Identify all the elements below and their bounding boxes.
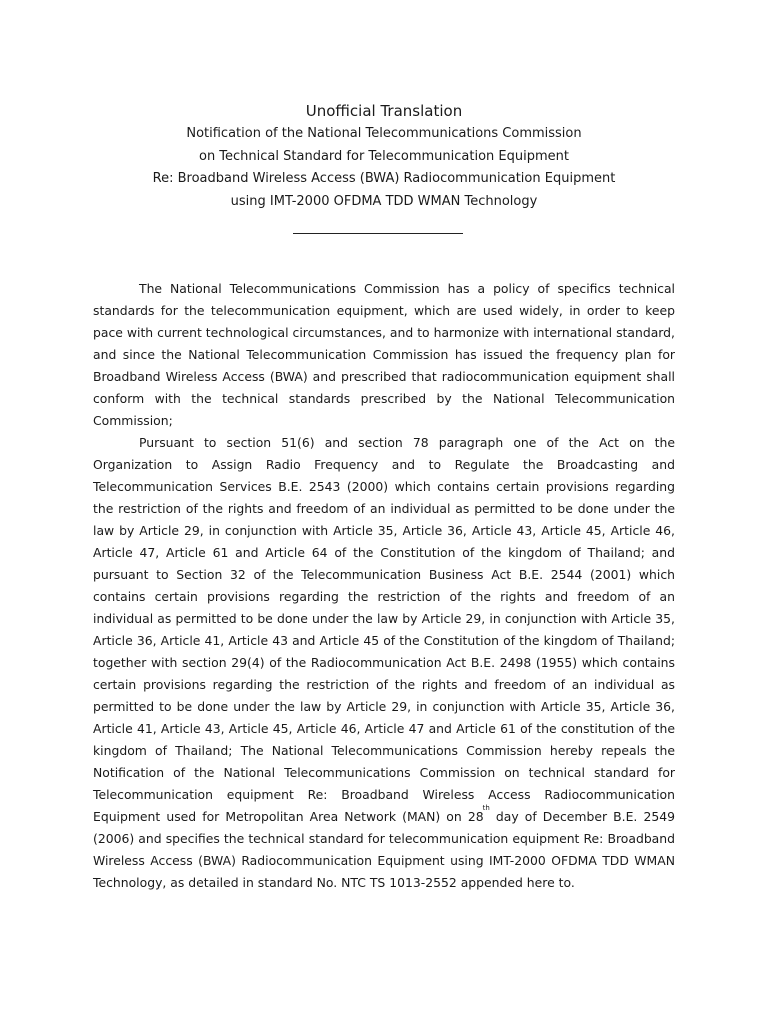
document-heading bbox=[0, 99, 768, 213]
subtitle-line-4: using IMT-2000 OFDMA TDD WMAN Technology bbox=[230, 193, 538, 209]
paragraph-pursuant-text-end: day of December B.E. 2549 (2006) and specifies the technical standard for telecommunication equipment Re: Broadband Wireless Access (BWA) Radiocommunication Equipment using IMT-2000 OFDMA TDD WMAN Technology, as detailed in standard No. NTC TS 1013-2552 appended here to. bbox=[93, 809, 675, 890]
paragraph-preamble: The National Telecommunications Commission has a policy of specifics technical standards for the telecommunication equipment, which are used widely, in order to keep pace with current technological circumstances, and to harmonize with international standard, and since the National Telecommunication Commission has issued the frequency plan for Broadband Wireless Access (BWA) and prescribed that radiocommunication equipment shall conform with the technical standards prescribed by the National Telecommunication Commission; bbox=[93, 281, 675, 428]
subtitle-line-2: on Technical Standard for Telecommunication Equipment bbox=[198, 148, 569, 164]
heading-divider bbox=[293, 233, 463, 234]
subtitle-line-3: Re: Broadband Wireless Access (BWA) Radiocommunication Equipment bbox=[152, 171, 616, 186]
paragraph-pursuant-text: Pursuant to section 51(6) and section 78 paragraph one of the Act on the Organization to Assign Radio Frequency and to Regulate the Broadcasting and Telecommunication Services B.E. 2543 (2000) which contains certain provisions regarding the restriction of the rights and freedom of an individual as permitted to be done under the law by Article 29, in conjunction with Article 35, Article 36, Article 43, Article 45, Article 46, Article 47, Article 61 and Article 64 of the Constitution of the kingdom of Thailand; and pursuant to Section 32 of the Telecommunication Business Act B.E. 2544 (2001) which contains certain provisions regarding the restriction of the rights and freedom of an individual as permitted to be done under the law by Article 29, in conjunction with Article 35, Article 36, Article 41, Article 43 and Article 45 of the Constitution of the kingdom of Thailand; together with section 29(4) of the Radiocommunication Act B.E. 2498 (1955) which contains certain provisions regarding the restriction of the rights and freedom of an individual as permitted to be done under the law by Article 29, in conjunction with Article 35, Article 36, Article 41, Article 43, Article 45, Article 46, Article 47 and Article 61 of the constitution of the kingdom of Thailand; The National Telecommunications Commission hereby repeals the Notification of the National Telecommunications Commission on technical standard for Telecommunication equipment Re: Broadband Wireless Access Radiocommunication Equipment used for Metropolitan Area Network (MAN) on 28 bbox=[93, 435, 675, 824]
document-body bbox=[93, 278, 675, 894]
subtitle-line-1: Notification of the National Telecommunications Commission bbox=[186, 126, 582, 141]
document-title: Unofficial Translation bbox=[305, 102, 463, 120]
paragraph-pursuant bbox=[93, 432, 675, 894]
ordinal-superscript: th bbox=[482, 804, 490, 812]
